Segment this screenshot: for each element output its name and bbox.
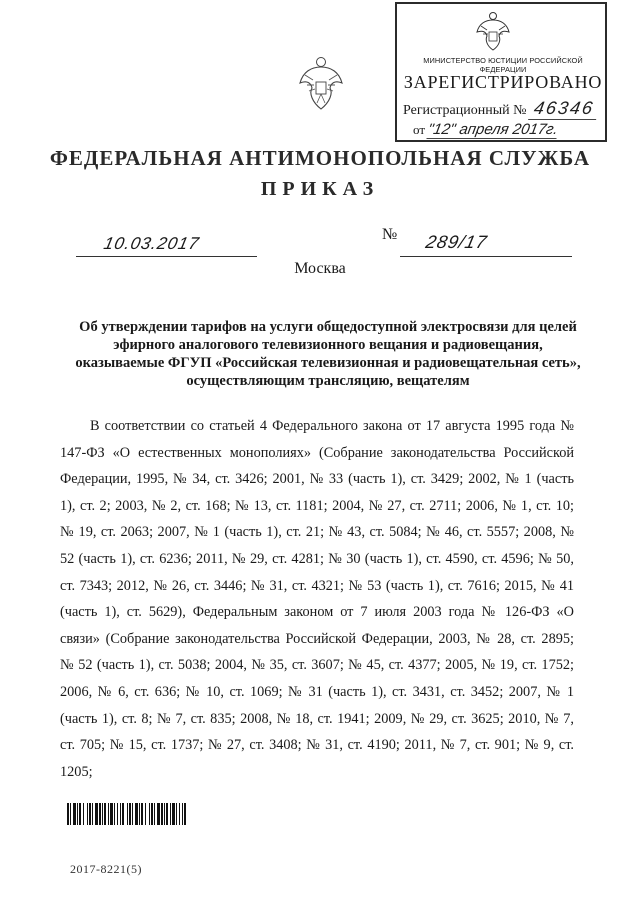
order-date: 10.03.2017 <box>102 234 202 253</box>
registration-stamp <box>395 2 607 142</box>
barcode-bar <box>161 803 163 825</box>
barcode-bar <box>95 803 98 825</box>
agency-name: ФЕДЕРАЛЬНАЯ АНТИМОНОПОЛЬНАЯ СЛУЖБА <box>49 146 591 170</box>
stamp-registration-row <box>403 98 598 120</box>
city-name: Москва <box>294 260 346 277</box>
barcode-bar <box>73 803 76 825</box>
barcode-bar <box>70 803 71 825</box>
barcode-bar <box>184 803 186 825</box>
barcode-bar <box>179 803 180 825</box>
body-paragraph: В соответствии со статьей 4 Федерального закона от 17 августа 1995 года № 147-ФЗ «О естественных монополиях» (Собрание законодательства Российской Федерации, 1995, № 34, ст. 3426; 2001, № 33 (часть 1), ст. 3429; 2002, № 1 (часть 1), ст. 2; 2003, № 2, ст. 168; № 13, ст. 1181; 2004, № 27, ст. 2711; 2006, № 1, ст. 10; № 19, ст. 2063; 2007, № 1 (часть 1), ст. 21; № 43, ст. 5084; № 46, ст. 5557; 2008, № 52 (часть 1), ст. 6236; 2011, № 29, ст. 4281; № 30 (часть 1), ст. 4590, ст. 4596; № 50, ст. 7343; 2012, № 26, ст. 3446; № 31, ст. 4321; № 53 (часть 1), ст. 7616; 2015, № 41 (часть 1), ст. 5629), Федеральным законом от 7 июля 2003 года № 126-ФЗ «О связи» (Собрание законодательства Российской Федерации, 2003, № 28, ст. 2895; № 52 (часть 1), ст. 5038; 2004, № 35, ст. 3607; № 45, ст. 4377; 2005, № 19, ст. 1752; 2006, № 6, ст. 636; № 10, ст. 1069; № 31 (часть 1), ст. 3431, ст. 3452; 2007, № 1 (часть 1), ст. 8; № 7, ст. 835; 2008, № 18, ст. 1941; 2009, № 29, ст. 3625; 2010, № 7, ст. 705; № 15, ст. 1737; № 27, ст. 3408; № 31, ст. 4190; 2011, № 7, ст. 901; № 9, ст. 1205; <box>60 418 574 780</box>
stamp-ministry-name: МИНИСТЕРСТВО ЮСТИЦИИ РОССИЙСКОЙ ФЕДЕРАЦИИ <box>423 56 583 74</box>
barcode-bar <box>157 803 160 825</box>
barcode-bar <box>117 803 118 825</box>
barcode-bar <box>89 803 91 825</box>
order-heading: ПРИКАЗ <box>260 178 380 200</box>
barcode-bar <box>166 803 168 825</box>
barcode-bar <box>135 803 138 825</box>
stamp-registered-label: ЗАРЕГИСТРИРОВАНО <box>403 72 603 92</box>
stamp-date-value: "12" апреля 2017г. <box>426 121 560 138</box>
barcode-bar <box>127 803 128 825</box>
barcode-bar <box>145 803 146 825</box>
barcode-bar <box>182 803 183 825</box>
document-title: Об утверждении тарифов на услуги общедоступной электросвязи для целей эфирного аналогового телевизионного вещания и радиовещания, оказываемые ФГУП «Российская телевизионная и радиовещательная сеть», осуществляющим трансляцию, вещателям <box>75 319 581 389</box>
barcode-bar <box>170 803 171 825</box>
stamp-date-row <box>413 121 558 139</box>
stamp-date-prefix: от <box>413 122 426 137</box>
barcode-bar <box>151 803 153 825</box>
barcode-bar <box>79 803 81 825</box>
barcode-icon <box>67 803 189 825</box>
order-number: 289/17 <box>423 232 490 252</box>
barcode-bar <box>114 803 115 825</box>
order-number-label: № <box>382 226 398 243</box>
barcode-bar <box>108 803 109 825</box>
stamp-reg-number: 46346 <box>528 98 600 120</box>
barcode-bar <box>149 803 150 825</box>
barcode-bar <box>99 803 101 825</box>
order-number-field <box>400 234 572 257</box>
stamp-reg-label: Регистрационный № <box>403 103 527 118</box>
barcode-bar <box>77 803 78 825</box>
barcode-bar <box>87 803 88 825</box>
stamp-eagle-emblem-icon <box>475 10 511 52</box>
barcode-bar <box>132 803 133 825</box>
barcode-bar <box>110 803 113 825</box>
barcode-bar <box>104 803 106 825</box>
barcode-bar <box>164 803 165 825</box>
footer-document-code: 2017-8221(5) <box>70 862 142 876</box>
barcode-bar <box>139 803 140 825</box>
coat-of-arms-icon <box>297 55 345 113</box>
barcode-bar <box>176 803 177 825</box>
barcode-bar <box>102 803 103 825</box>
barcode-bar <box>83 803 84 825</box>
barcode-bar <box>67 803 69 825</box>
barcode-bar <box>172 803 175 825</box>
order-date-field <box>76 234 257 257</box>
barcode-bar <box>141 803 143 825</box>
barcode-bar <box>120 803 121 825</box>
barcode-bar <box>122 803 124 825</box>
barcode-bar <box>129 803 131 825</box>
barcode-bar <box>92 803 93 825</box>
barcode-bar <box>154 803 155 825</box>
